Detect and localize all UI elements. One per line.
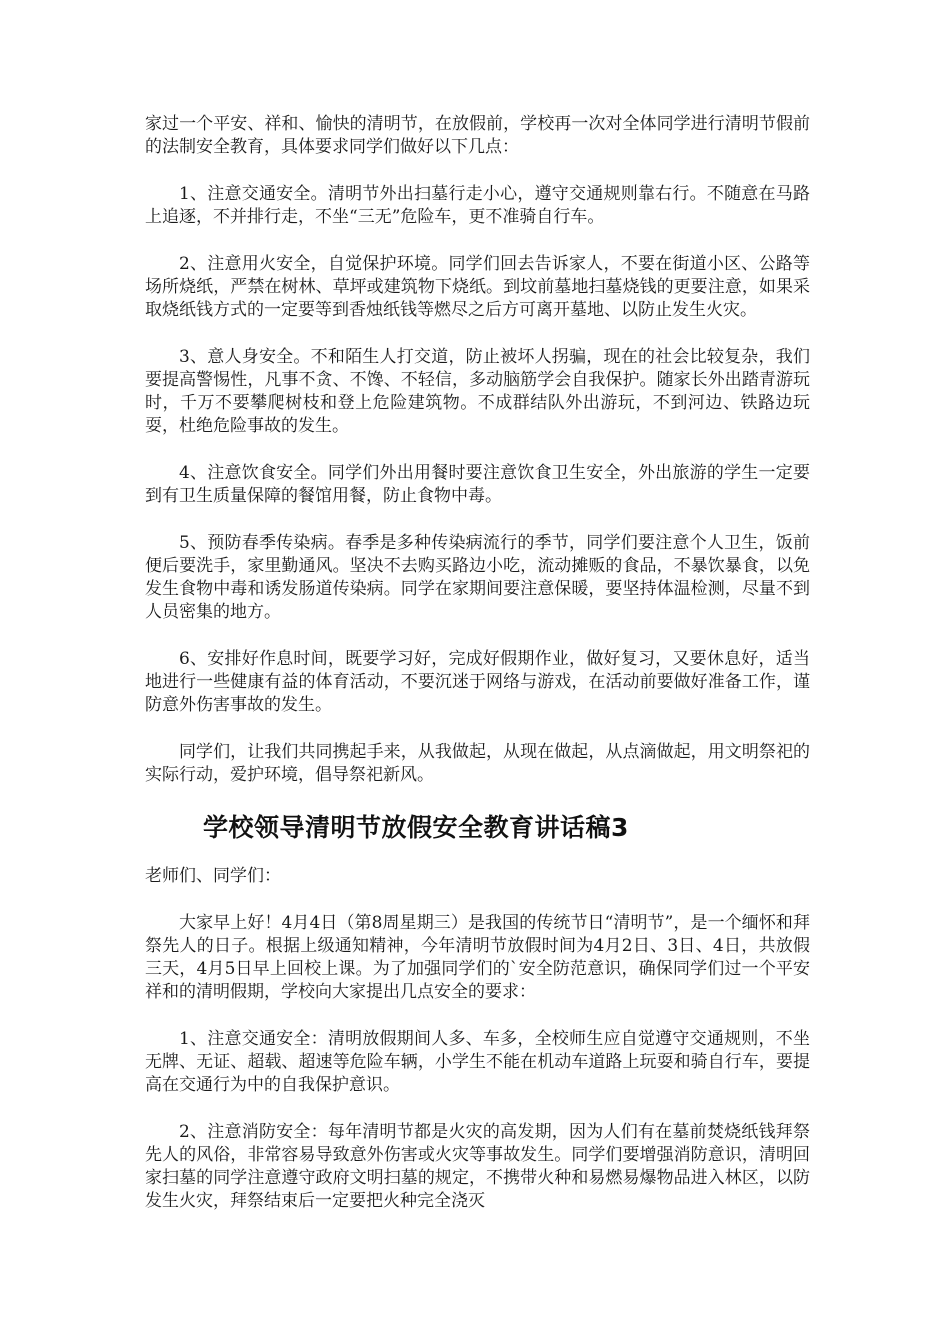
paragraph-intro: 大家早上好！4月4日（第8周星期三）是我国的传统节日“清明节”，是一个缅怀和拜祭先人的日子。根据上级通知精神，今年清明节放假时间为4月2日、3日、4日，共放假三天，4月5日早上回校上课。为了加强同学们的`安全防范意识，确保同学们过一个平安祥和的清明假期，学校向大家提出几点安全的要求： [145,913,810,1002]
paragraph-schedule: 6、安排好作息时间，既要学习好，完成好假期作业，做好复习，又要休息好，适当地进行一些健康有益的体育活动，不要沉迷于网络与游戏，在活动前要做好准备工作，谨防意外伤害事故的发生。 [145,649,810,715]
paragraph-traffic-safety-2: 1、注意交通安全：清明放假期间人多、车多，全校师生应自觉遵守交通规则，不坐无牌、无证、超载、超速等危险车辆，小学生不能在机动车道路上玩耍和骑自行车，要提高在交通行为中的自我保护意识。 [145,1029,810,1095]
paragraph-fire-safety-2: 2、注意消防安全：每年清明节都是火灾的高发期，因为人们有在墓前焚烧纸钱拜祭先人的风俗，非常容易导致意外伤害或火灾等事故发生。同学们要增强消防意识，清明回家扫墓的同学注意遵守政府文明扫墓的规定，不携带火种和易燃易爆物品进入林区，以防发生火灾，拜祭结束后一定要把火种完全浇灭 [145,1122,810,1211]
paragraph-disease-prevention: 5、预防春季传染病。春季是多种传染病流行的季节，同学们要注意个人卫生，饭前便后要洗手，家里勤通风。坚决不去购买路边小吃，流动摊贩的食品，不暴饮暴食，以免发生食物中毒和诱发肠道传染病。同学在家期间要注意保暖，要坚持体温检测，尽量不到人员密集的地方。 [145,533,810,622]
paragraph-greeting: 老师们、同学们： [145,866,281,886]
section-title: 学校领导清明节放假安全教育讲话稿3 [203,813,629,842]
paragraph-personal-safety: 3、意人身安全。不和陌生人打交道，防止被坏人拐骗，现在的社会比较复杂，我们要提高警惕性，凡事不贪、不馋、不轻信，多动脑筋学会自我保护。随家长外出踏青游玩时，千万不要攀爬树枝和登上危险建筑物。不成群结队外出游玩，不到河边、铁路边玩耍，杜绝危险事故的发生。 [145,347,810,436]
paragraph-fire-safety: 2、注意用火安全，自觉保护环境。同学们回去告诉家人，不要在街道小区、公路等场所烧纸，严禁在树林、草坪或建筑物下烧纸。到坟前墓地扫墓烧钱的更要注意，如果采取烧纸钱方式的一定要等到香烛纸钱等燃尽之后方可离开墓地、以防止发生火灾。 [145,254,810,320]
paragraph-traffic-safety: 1、注意交通安全。清明节外出扫墓行走小心，遵守交通规则靠右行。不随意在马路上追逐，不并排行走，不坐“三无”危险车，更不准骑自行车。 [145,184,810,227]
paragraph-closing: 同学们，让我们共同携起手来，从我做起，从现在做起，从点滴做起，用文明祭祀的实际行动，爱护环境，倡导祭祀新风。 [145,742,810,785]
document-page [145,113,810,1237]
paragraph-continuation: 家过一个平安、祥和、愉快的清明节，在放假前，学校再一次对全体同学进行清明节假前的法制安全教育，具体要求同学们做好以下几点： [145,114,810,157]
paragraph-food-safety: 4、注意饮食安全。同学们外出用餐时要注意饮食卫生安全，外出旅游的学生一定要到有卫生质量保障的餐馆用餐，防止食物中毒。 [145,463,810,506]
